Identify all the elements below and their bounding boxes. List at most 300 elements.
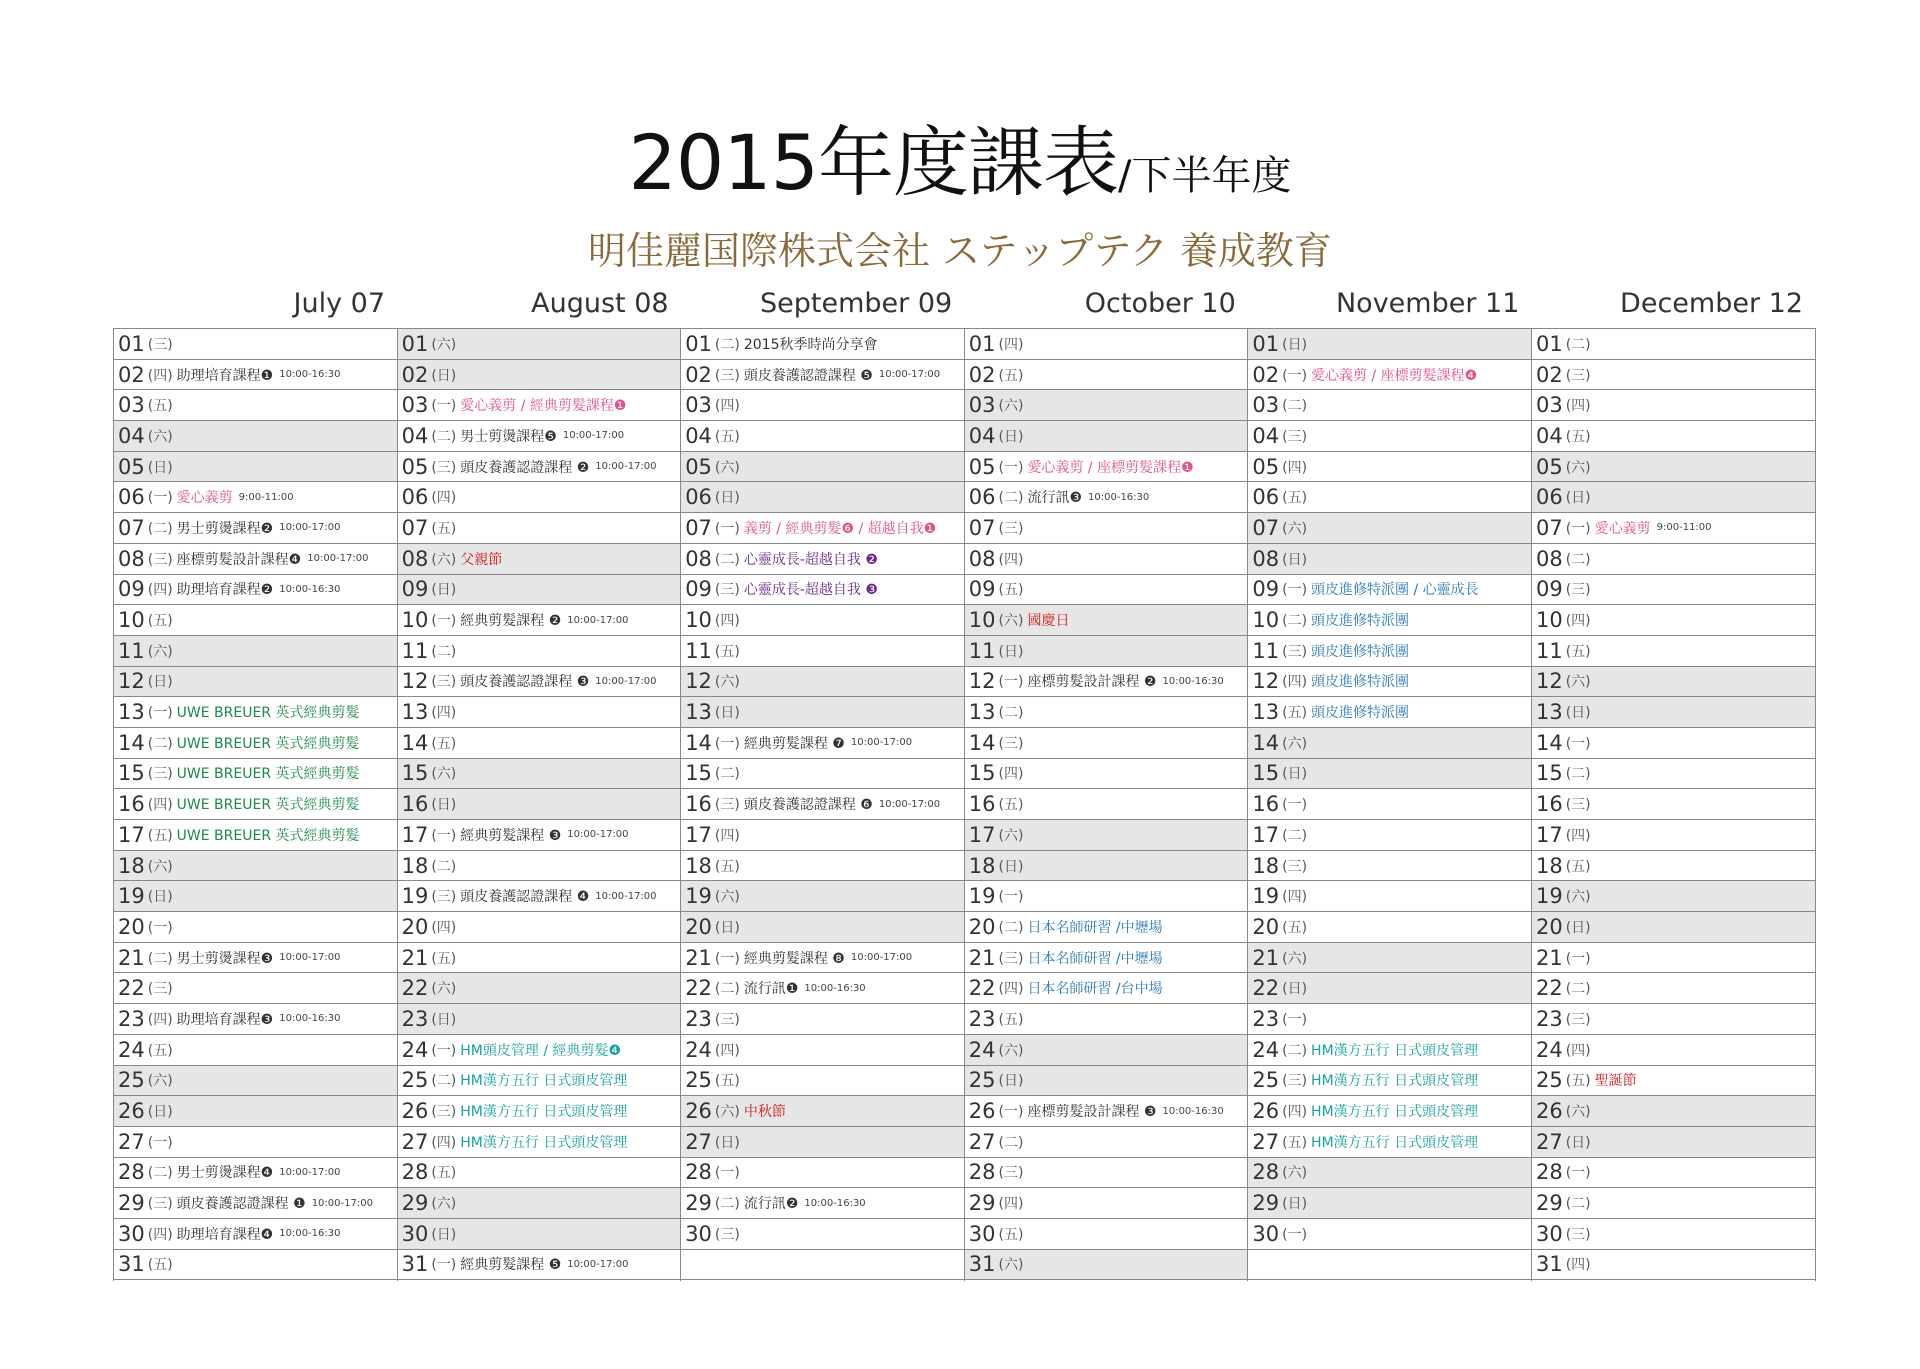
day-number: 02 (118, 362, 145, 387)
event-time: 10:00-17:00 (595, 890, 657, 902)
day-number: 08 (401, 546, 429, 571)
day-cell (1532, 697, 1815, 728)
weekday: (一) (1282, 797, 1308, 814)
day-number: 18 (968, 853, 996, 878)
day-number: 01 (1252, 331, 1280, 356)
day-cell (681, 1004, 964, 1035)
day-cell (114, 421, 397, 452)
day-number: 27 (685, 1129, 712, 1154)
event-time: 10:00-17:00 (562, 430, 625, 442)
event-text: 日本名師研習 /中壢場 (1027, 950, 1163, 967)
event-time: 10:00-17:00 (279, 522, 341, 534)
weekday: (日) (431, 582, 457, 599)
event-time: 10:00-17:00 (878, 369, 941, 381)
page-title-suffix: /下半年度 (1117, 153, 1292, 199)
weekday: (二) (1282, 1042, 1308, 1059)
day-cell (1248, 360, 1531, 391)
weekday: (六) (714, 674, 740, 691)
weekday: (一) (431, 827, 457, 844)
day-cell (965, 1096, 1248, 1127)
day-cell (1248, 1219, 1531, 1250)
weekday: (一) (998, 1104, 1024, 1121)
day-cell (965, 759, 1248, 790)
day-cell (398, 820, 681, 851)
day-cell (681, 544, 964, 575)
day-number: 16 (1252, 792, 1280, 817)
weekday: (五) (431, 1165, 457, 1182)
weekday: (日) (998, 1073, 1024, 1090)
weekday: (五) (998, 582, 1024, 599)
day-cell (681, 513, 964, 544)
event-text: HM漢方五行 日式頭皮管理 (1311, 1104, 1479, 1121)
day-number: 11 (118, 638, 145, 663)
event-time: 10:00-17:00 (567, 1258, 629, 1270)
weekday: (五) (714, 858, 740, 875)
weekday: (六) (431, 981, 457, 998)
day-cell (681, 851, 964, 882)
day-number: 14 (401, 730, 429, 755)
event-text: HM漢方五行 日式頭皮管理 (1311, 1073, 1479, 1090)
day-number: 28 (968, 1160, 996, 1185)
weekday: (六) (431, 1196, 457, 1213)
event-text: 愛心義剪 / 經典剪髮課程❶ (460, 398, 627, 415)
weekday: (一) (431, 398, 457, 415)
day-cell (965, 1188, 1248, 1219)
day-number: 03 (685, 393, 712, 418)
day-number: 03 (401, 393, 429, 418)
day-number: 22 (968, 976, 996, 1001)
month-column (398, 329, 682, 1281)
day-number: 03 (1252, 393, 1280, 418)
day-cell (398, 728, 681, 759)
day-number: 25 (1535, 1068, 1563, 1093)
weekday: (一) (714, 520, 740, 537)
day-number: 01 (401, 331, 429, 356)
day-number: 13 (685, 700, 712, 725)
weekday: (日) (431, 1011, 457, 1028)
day-cell (1532, 881, 1815, 912)
event-text: UWE BREUER 英式經典剪髮 (176, 797, 360, 814)
weekday: (日) (147, 1104, 173, 1121)
weekday: (三) (1282, 643, 1308, 660)
day-number: 13 (968, 700, 996, 725)
weekday: (日) (1565, 1134, 1591, 1151)
day-cell (1248, 912, 1531, 943)
weekday: (三) (1282, 1073, 1308, 1090)
day-cell (1248, 820, 1531, 851)
day-cell (1248, 789, 1531, 820)
day-number: 16 (685, 792, 712, 817)
day-cell (1532, 1158, 1815, 1189)
day-cell (681, 605, 964, 636)
day-cell (681, 759, 964, 790)
event-text: 心靈成長-超越自我 ❷ (743, 551, 878, 568)
day-number: 12 (118, 669, 145, 694)
weekday: (三) (998, 735, 1024, 752)
day-number: 18 (685, 853, 712, 878)
day-cell (114, 482, 397, 513)
day-number: 09 (1535, 577, 1563, 602)
weekday: (四) (1282, 459, 1308, 476)
event-text: 頭皮養護認證課程 ❹ (460, 889, 590, 906)
day-number: 15 (118, 761, 145, 786)
weekday: (五) (1565, 858, 1591, 875)
weekday: (日) (714, 705, 740, 722)
day-number: 22 (118, 976, 145, 1001)
day-cell (1532, 421, 1815, 452)
day-number: 31 (1535, 1252, 1563, 1277)
weekday: (五) (147, 827, 173, 844)
day-number: 26 (118, 1099, 145, 1124)
event-text: 男士剪燙課程❹ (176, 1165, 274, 1182)
event-text: 頭皮養護認證課程 ❻ (743, 797, 873, 814)
day-number: 26 (1535, 1099, 1563, 1124)
day-number: 22 (1535, 976, 1563, 1001)
weekday: (三) (147, 551, 173, 568)
event-text: 經典剪髮課程 ❼ (743, 735, 845, 752)
day-cell (1532, 513, 1815, 544)
day-cell (681, 697, 964, 728)
weekday: (三) (714, 582, 740, 599)
day-cell (965, 575, 1248, 606)
day-number: 10 (685, 608, 712, 633)
day-cell (398, 1127, 681, 1158)
weekday: (六) (431, 551, 457, 568)
event-text: 頭皮進修特派團 (1311, 674, 1410, 691)
day-number: 16 (118, 792, 145, 817)
day-number: 20 (118, 914, 145, 939)
day-cell (965, 789, 1248, 820)
event-time: 10:00-16:30 (1088, 491, 1150, 503)
day-cell (965, 1035, 1248, 1066)
day-number: 03 (118, 393, 145, 418)
day-number: 31 (401, 1252, 429, 1277)
day-number: 18 (1535, 853, 1563, 878)
weekday: (日) (1565, 490, 1591, 507)
day-cell (681, 1219, 964, 1250)
month-column (1248, 329, 1532, 1281)
day-cell (1248, 943, 1531, 974)
day-cell (398, 575, 681, 606)
event-time: 10:00-16:30 (804, 982, 866, 994)
weekday: (六) (431, 766, 457, 783)
day-number: 04 (118, 423, 145, 448)
day-cell (114, 452, 397, 483)
weekday: (二) (147, 1165, 173, 1182)
day-cell (114, 789, 397, 820)
day-cell (965, 1250, 1248, 1281)
weekday: (六) (1282, 1165, 1308, 1182)
day-number: 20 (968, 914, 996, 939)
day-cell (965, 820, 1248, 851)
day-number: 27 (1535, 1129, 1563, 1154)
day-number: 23 (685, 1006, 712, 1031)
day-number: 31 (968, 1252, 996, 1277)
day-cell (114, 1158, 397, 1189)
day-cell (114, 1066, 397, 1097)
day-cell (681, 789, 964, 820)
weekday: (二) (714, 551, 740, 568)
weekday: (日) (1565, 705, 1591, 722)
event-text: 愛心義剪 (1594, 520, 1651, 537)
day-cell (681, 1066, 964, 1097)
event-time: 9:00-11:00 (1656, 522, 1712, 534)
day-cell (1248, 1096, 1531, 1127)
day-number: 10 (968, 608, 996, 633)
day-number: 13 (1252, 700, 1280, 725)
day-cell (398, 544, 681, 575)
weekday: (五) (431, 520, 457, 537)
day-number: 01 (1535, 331, 1563, 356)
event-text: 座標剪髮設計課程❹ (176, 551, 302, 568)
weekday: (日) (998, 428, 1024, 445)
day-number: 23 (1535, 1006, 1563, 1031)
day-cell (681, 421, 964, 452)
weekday: (二) (1282, 398, 1308, 415)
weekday: (六) (1565, 674, 1591, 691)
weekday: (二) (431, 858, 457, 875)
weekday: (四) (147, 582, 173, 599)
weekday: (四) (1565, 398, 1591, 415)
day-number: 02 (968, 362, 996, 387)
event-text: 助理培育課程❶ (176, 367, 274, 384)
day-cell (1532, 759, 1815, 790)
weekday: (二) (431, 1073, 457, 1090)
day-cell (1248, 544, 1531, 575)
day-cell (965, 943, 1248, 974)
day-number: 23 (118, 1006, 145, 1031)
day-cell (398, 759, 681, 790)
day-cell (1248, 728, 1531, 759)
weekday: (四) (147, 367, 173, 384)
event-time: 10:00-16:30 (279, 369, 341, 381)
weekday: (三) (147, 1196, 173, 1213)
day-cell (398, 851, 681, 882)
event-time: 10:00-17:00 (878, 798, 941, 810)
weekday: (三) (147, 766, 173, 783)
day-number: 06 (685, 485, 712, 510)
day-cell (1532, 360, 1815, 391)
month-label: July 07 (293, 288, 385, 319)
day-number: 05 (1252, 454, 1280, 479)
day-number: 02 (1535, 362, 1563, 387)
weekday: (二) (147, 950, 173, 967)
event-text: 座標剪髮設計課程 ❷ (1027, 674, 1157, 691)
day-number: 01 (118, 331, 145, 356)
day-cell (1248, 329, 1531, 360)
day-cell (681, 912, 964, 943)
day-number: 06 (401, 485, 429, 510)
day-number: 22 (401, 976, 429, 1001)
weekday: (六) (1565, 1104, 1591, 1121)
event-text: 男士剪燙課程❸ (176, 950, 274, 967)
day-number: 24 (401, 1037, 429, 1062)
day-cell (1248, 1188, 1531, 1219)
day-number: 04 (1252, 423, 1280, 448)
weekday: (一) (1282, 367, 1308, 384)
weekday: (三) (714, 1011, 740, 1028)
day-cell (681, 667, 964, 698)
weekday: (五) (998, 1226, 1024, 1243)
title-block (0, 118, 1920, 277)
weekday: (日) (714, 1134, 740, 1151)
day-cell (681, 482, 964, 513)
day-number: 13 (401, 700, 429, 725)
day-number: 08 (685, 546, 712, 571)
day-cell (965, 452, 1248, 483)
day-number: 08 (1535, 546, 1563, 571)
day-cell (114, 1219, 397, 1250)
weekday: (三) (998, 950, 1024, 967)
day-cell (1248, 697, 1531, 728)
weekday: (四) (714, 1042, 740, 1059)
weekday: (二) (998, 1134, 1024, 1151)
day-number: 07 (118, 515, 145, 540)
weekday: (日) (714, 490, 740, 507)
weekday: (五) (1565, 1073, 1591, 1090)
day-cell (398, 789, 681, 820)
event-time: 10:00-16:30 (1162, 1105, 1224, 1117)
weekday: (三) (147, 336, 173, 353)
weekday: (三) (1565, 1226, 1591, 1243)
day-number: 19 (968, 884, 996, 909)
day-cell (398, 973, 681, 1004)
day-cell (1532, 1066, 1815, 1097)
day-number: 16 (968, 792, 996, 817)
weekday: (五) (1565, 643, 1591, 660)
day-cell (398, 1250, 681, 1281)
calendar-grid (113, 328, 1816, 1281)
day-number: 21 (685, 945, 712, 970)
day-cell (965, 544, 1248, 575)
weekday: (日) (1282, 766, 1308, 783)
day-number: 12 (685, 669, 712, 694)
day-number: 06 (968, 485, 996, 510)
day-number: 10 (118, 608, 145, 633)
weekday: (四) (431, 1134, 457, 1151)
weekday: (五) (147, 1257, 173, 1274)
day-number: 29 (1252, 1191, 1280, 1216)
day-cell (114, 513, 397, 544)
weekday: (六) (998, 1257, 1024, 1274)
day-cell (965, 482, 1248, 513)
weekday: (三) (1565, 582, 1591, 599)
event-text: 心靈成長-超越自我 ❸ (743, 582, 878, 599)
day-cell (1248, 452, 1531, 483)
day-number: 05 (118, 454, 145, 479)
month-column (965, 329, 1249, 1281)
day-number: 26 (401, 1099, 429, 1124)
day-number: 05 (685, 454, 712, 479)
day-number: 04 (685, 423, 712, 448)
weekday: (六) (1565, 459, 1591, 476)
day-number: 17 (1535, 822, 1563, 847)
weekday: (三) (431, 1104, 457, 1121)
weekday: (三) (714, 367, 740, 384)
weekday: (二) (431, 428, 457, 445)
weekday: (日) (147, 459, 173, 476)
weekday: (日) (431, 367, 457, 384)
event-text: 頭皮進修特派團 (1311, 613, 1410, 630)
weekday: (四) (714, 398, 740, 415)
weekday: (六) (714, 459, 740, 476)
weekday: (五) (714, 428, 740, 445)
weekday: (五) (431, 950, 457, 967)
event-text: 頭皮進修特派團 (1311, 705, 1410, 722)
weekday: (五) (147, 398, 173, 415)
month-label: November 11 (1335, 288, 1520, 319)
event-text: 助理培育課程❹ (176, 1226, 274, 1243)
day-cell (398, 697, 681, 728)
day-number: 21 (1252, 945, 1280, 970)
day-number: 23 (968, 1006, 996, 1031)
weekday: (二) (147, 735, 173, 752)
day-cell (1248, 1066, 1531, 1097)
day-cell (114, 697, 397, 728)
day-number: 05 (401, 454, 429, 479)
event-time: 10:00-17:00 (307, 553, 369, 565)
month-label: August 08 (531, 288, 669, 319)
weekday: (二) (1565, 766, 1591, 783)
day-number: 14 (118, 730, 145, 755)
day-number: 11 (685, 638, 712, 663)
month-header-row (112, 288, 1814, 328)
event-text: 助理培育課程❸ (176, 1011, 274, 1028)
weekday: (四) (431, 919, 457, 936)
weekday: (一) (1282, 1226, 1308, 1243)
month-label: September 09 (760, 288, 953, 319)
day-cell (1248, 421, 1531, 452)
day-number: 24 (118, 1037, 145, 1062)
day-number: 02 (401, 362, 429, 387)
day-cell (398, 943, 681, 974)
day-cell (681, 636, 964, 667)
weekday: (四) (998, 1196, 1024, 1213)
weekday: (四) (147, 1226, 173, 1243)
weekday: (三) (998, 1165, 1024, 1182)
day-cell (398, 390, 681, 421)
day-cell (114, 881, 397, 912)
day-number: 14 (685, 730, 712, 755)
event-time: 10:00-17:00 (595, 461, 657, 473)
day-number: 09 (401, 577, 429, 602)
event-time: 10:00-16:30 (279, 583, 341, 595)
page-title (0, 118, 1920, 221)
day-cell (965, 728, 1248, 759)
day-cell (1248, 1004, 1531, 1035)
day-number: 21 (1535, 945, 1563, 970)
event-text: UWE BREUER 英式經典剪髮 (176, 827, 360, 844)
weekday: (日) (1282, 1196, 1308, 1213)
weekday: (二) (431, 643, 457, 660)
event-text: 父親節 (460, 551, 503, 568)
day-number: 19 (118, 884, 145, 909)
day-number: 13 (1535, 700, 1563, 725)
day-cell (114, 1004, 397, 1035)
day-number: 19 (1535, 884, 1563, 909)
day-cell (1532, 728, 1815, 759)
month-column (681, 329, 965, 1281)
day-number: 18 (1252, 853, 1280, 878)
day-number: 14 (1252, 730, 1280, 755)
day-cell (1248, 973, 1531, 1004)
day-number: 09 (118, 577, 145, 602)
day-cell (1248, 1250, 1531, 1281)
day-number: 07 (401, 515, 429, 540)
day-cell (114, 360, 397, 391)
weekday: (四) (998, 981, 1024, 998)
day-number: 18 (118, 853, 145, 878)
